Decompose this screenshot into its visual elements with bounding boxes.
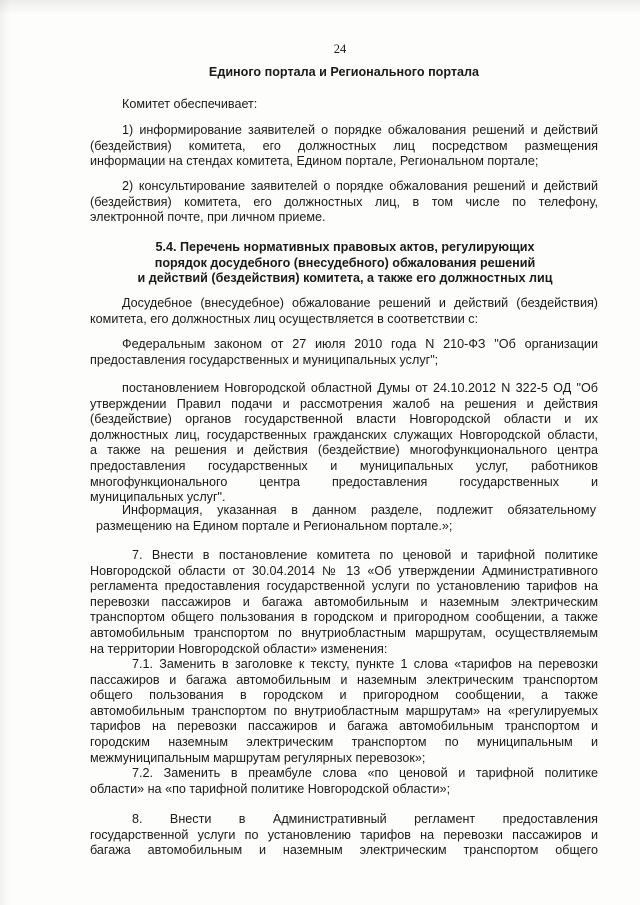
- paragraph-item-7: [90, 548, 598, 657]
- paragraph-line: Информация, указанная в данном разделе, подлежит обязательному: [122, 503, 596, 517]
- paragraph-line: предоставления государственных и муниципальных услуг";: [90, 352, 439, 367]
- paragraph-line: на территории Новгородской области» изменения:: [90, 641, 388, 656]
- paragraph-item-7-2: [90, 766, 598, 797]
- paragraph-line: (бездействия) комитета, его должностных лиц посредством размещения: [90, 138, 598, 153]
- paragraph-line: (бездействия) комитета, его должностных лиц, в том числе по телефону,: [90, 194, 598, 209]
- committee-provides: Комитет обеспечивает:: [122, 97, 258, 111]
- continued-heading: Единого портала и Регионального портала: [208, 65, 480, 79]
- paragraph-line: автомобильным транспортом по внутриобластным маршрутам, осуществляемым: [90, 625, 598, 640]
- paragraph-line: комитета, его должностных лиц осуществляется в соответствии с:: [90, 311, 479, 326]
- paragraph-line: 2) консультирование заявителей о порядке обжалования решений и действий: [122, 179, 598, 193]
- paragraph-line: а также на решения и действия (бездействие) многофункционального центра: [90, 443, 598, 458]
- paragraph-line: 8. Внести в Административный регламент предоставления: [132, 812, 598, 826]
- paragraph-line: городским наземным электрическим транспортом по муниципальным и: [90, 734, 598, 749]
- paragraph-info: [96, 503, 596, 534]
- paragraph-item-7-1: [90, 657, 598, 766]
- paragraph-item-2: [90, 179, 598, 226]
- paragraph-line: (бездействие) органов государственной власти Новгородской области и их: [90, 412, 598, 427]
- paragraph-line: 7. Внести в постановление комитета по ценовой и тарифной политике: [132, 548, 598, 562]
- paragraph-line: должностных лиц, государственных гражданских служащих Новгородской области,: [90, 427, 598, 442]
- paragraph-line: 7.2. Заменить в преамбуле слова «по ценовой и тарифной политике: [132, 766, 598, 780]
- paragraph-item-8: [90, 812, 598, 859]
- section-title: [110, 240, 580, 287]
- paragraph-line: размещению на Едином портале и Региональном портале.»;: [96, 518, 453, 533]
- paragraph-line: автомобильным транспортом по внутриобластным маршрутам» на «регулируемых: [90, 703, 598, 718]
- paragraph-line: области» на «по тарифной политике Новгородской области»;: [90, 781, 451, 796]
- paragraph-line: электронной почте, при личном приеме.: [90, 210, 326, 225]
- paragraph-line: пассажиров и багажа автомобильным и наземным электрическим транспортом: [90, 672, 598, 687]
- section-title-line: 5.4. Перечень нормативных правовых актов, регулирующих: [155, 240, 535, 254]
- paragraph-line: государственной услуги по установлению тарифов на перевозки пассажиров и: [90, 827, 598, 842]
- paragraph-line: межмуниципальным маршрутам регулярных перевозок»;: [90, 750, 426, 765]
- paragraph-line: тарифов на перевозки пассажиров и багажа автомобильным транспортом и: [90, 719, 598, 734]
- section-title-line: порядок досудебного (внесудебного) обжалования решений: [154, 255, 536, 270]
- page-number: 24: [333, 42, 347, 56]
- paragraph-line: Федеральным законом от 27 июля 2010 года N 210-ФЗ "Об организации: [122, 337, 598, 351]
- paragraph-line: утверждении Правил подачи и рассмотрения жалоб на решения и действия: [90, 396, 598, 411]
- paragraph-pretrial: [90, 296, 598, 327]
- paragraph-line: информации на стендах комитета, Едином портале, Региональном портале;: [90, 154, 539, 169]
- paragraph-resolution: [90, 381, 598, 506]
- section-title-line: и действий (бездействия) комитета, а также его должностных лиц: [137, 271, 553, 286]
- paragraph-line: постановлением Новгородской областной Думы от 24.10.2012 N 322-5 ОД "Об: [122, 381, 598, 395]
- paragraph-line: регламента предоставления государственной услуги по установлению тарифов на: [90, 579, 598, 594]
- paragraph-line: муниципальных услуг".: [90, 490, 226, 505]
- paragraph-line: общего пользования в городском и пригородном сообщении, а также: [90, 688, 598, 703]
- paragraph-item-1: [90, 123, 598, 170]
- paragraph-line: багажа автомобильным и наземным электрическим транспортом общего: [90, 843, 598, 858]
- scan-edge-left: [0, 0, 10, 905]
- paragraph-line: предоставления государственных и муниципальных услуг, работников: [90, 458, 598, 473]
- paragraph-line: перевозки пассажиров и багажа автомобильным и наземным электрическим: [90, 594, 598, 609]
- paragraph-line: Новгородской области от 30.04.2014 № 13 «Об утверждении Административного: [90, 563, 598, 578]
- scan-edge-top: [0, 0, 640, 14]
- paragraph-federal-law: [90, 337, 598, 368]
- paragraph-line: транспортом общего пользования в городском и пригородном сообщении, а также: [90, 610, 598, 625]
- paragraph-line: многофункционального центра предоставления государственных и: [90, 474, 598, 489]
- paragraph-line: 7.1. Заменить в заголовке к тексту, пункте 1 слова «тарифов на перевозки: [132, 657, 598, 671]
- paragraph-line: Досудебное (внесудебное) обжалование решений и действий (бездействия): [122, 296, 598, 310]
- paragraph-line: 1) информирование заявителей о порядке обжалования решений и действий: [122, 123, 598, 137]
